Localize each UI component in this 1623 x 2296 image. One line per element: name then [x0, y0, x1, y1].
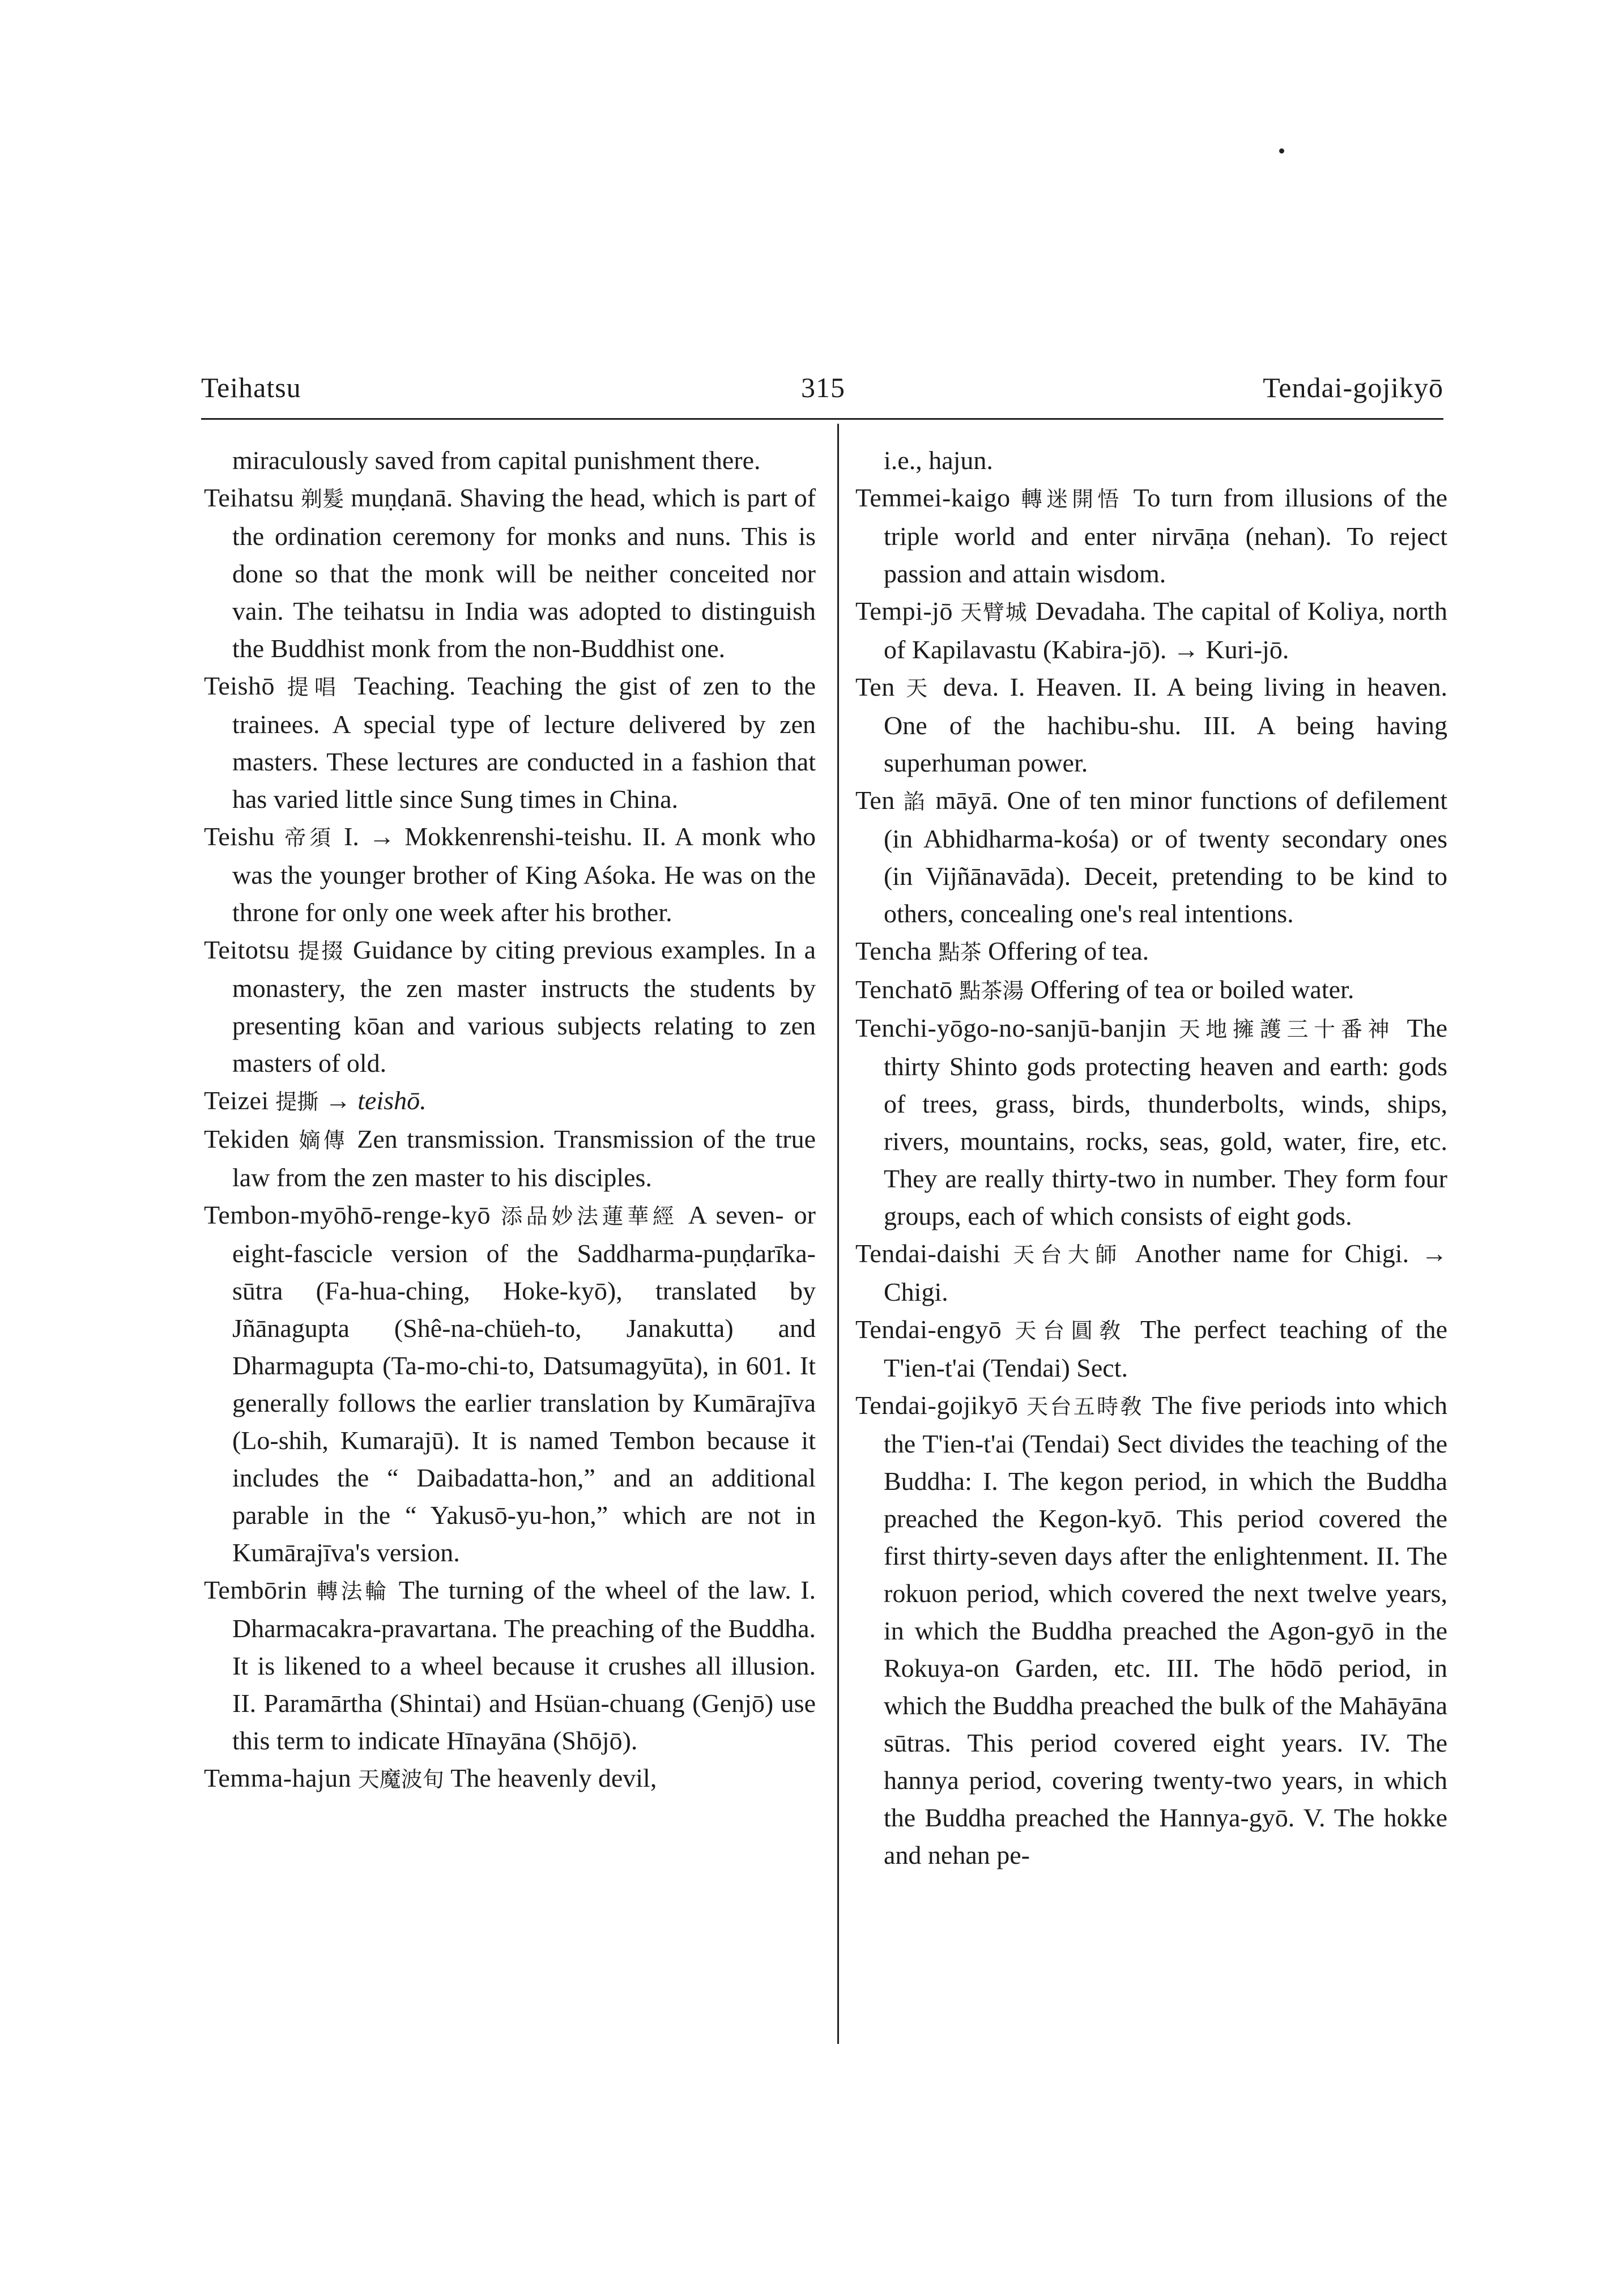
entry-cjk: 天台大師: [1013, 1242, 1123, 1267]
entry-definition: The thirty Shinto gods protecting heaven and earth: gods of trees, grass, birds, thunderbolts, winds, ships, rivers, mountains, rocks, seas, gold, water, fire, etc. They are really thirty-two in number. They form four groups, each of which consists of eight gods.: [884, 1013, 1448, 1230]
entry-cjk: 帝須: [284, 825, 334, 850]
entry-definition: Another name for Chigi. → Chigi.: [884, 1239, 1447, 1306]
entry-headword: Tekiden: [204, 1124, 290, 1153]
entry-definition: → teishō.: [325, 1086, 427, 1115]
dictionary-entry: [855, 668, 1447, 782]
dictionary-entry: [855, 1009, 1447, 1235]
continuation-text: miraculously saved from capital punishment there.: [232, 446, 761, 475]
entry-cjk: 天臂城: [960, 600, 1028, 625]
dictionary-entry: [204, 479, 816, 667]
entry-headword: Teizei: [204, 1086, 269, 1115]
column-divider: [837, 424, 839, 2044]
entry-definition: The five periods into which the T'ien-t'ai (Tendai) Sect divides the teaching of the Buddha: I. The kegon period, in which the Buddha preached the Kegon-kyō. This period covered the first thirty-seven days after the enlightenment. II. The rokuon period, which covered the next twelve years, in which the Buddha preached the Agon-gyō in the Rokuya-on Garden, etc. III. The hōdō period, in which the Buddha preached the bulk of the Mahāyāna sūtras. This period covered eight years. IV. The hannya period, covering twenty-two years, in which the Buddha preached the Hannya-gyō. V. The hokke and nehan pe-: [884, 1391, 1447, 1869]
entry-definition: Offering of tea.: [988, 936, 1149, 965]
entry-headword: Tembōrin: [204, 1575, 308, 1604]
entry-cjk: 諂: [903, 789, 927, 814]
entry-cjk: 嫡傳: [299, 1128, 348, 1153]
entry-definition: Offering of tea or boiled water.: [1030, 975, 1354, 1004]
entry-cjk: 轉迷開悟: [1021, 487, 1123, 512]
dictionary-entry: [855, 1311, 1447, 1387]
dictionary-entry: [855, 782, 1447, 932]
entry-headword: Teihatsu: [204, 483, 295, 512]
right-column: [855, 442, 1447, 1874]
entry-headword: Tendai-daishi: [855, 1239, 1001, 1268]
dictionary-entry: [855, 479, 1447, 593]
header-rule: [201, 418, 1443, 420]
entry-definition: To turn from illusions of the triple world and enter nirvāṇa (nehan). To reject passion and attain wisdom.: [884, 483, 1448, 588]
entry-definition: Devadaha. The capital of Koliya, north of Kapilavastu (Kabira-jō). → Kuri-jō.: [884, 597, 1448, 664]
header-first-headword: Teihatsu: [201, 372, 301, 403]
entry-headword: Tenchi-yōgo-no-sanjū-banjin: [855, 1013, 1167, 1042]
entry-cjk: 提掇: [298, 939, 345, 964]
entry-cjk: 天: [906, 676, 932, 701]
entry-cjk: 添品妙法蓮華經: [501, 1204, 678, 1229]
dictionary-entry: [204, 818, 816, 931]
entry-headword: Teishu: [204, 822, 275, 851]
dictionary-entry: [855, 593, 1447, 668]
continuation-text: i.e., hajun.: [884, 446, 993, 475]
entry-headword: Tendai-gojikyō: [855, 1391, 1019, 1420]
header-last-headword: Tendai-gojikyō: [1263, 372, 1443, 403]
entry-headword: Temma-hajun: [204, 1763, 352, 1792]
entry-cjk: 剃髮: [300, 487, 344, 512]
entry-headword: Temmei-kaigo: [855, 483, 1011, 512]
ink-speck: [1279, 148, 1284, 154]
entry-headword: Tenchatō: [855, 975, 953, 1004]
entry-definition: The heavenly devil,: [450, 1763, 657, 1792]
dictionary-entry: [204, 931, 816, 1082]
entry-cjk: 天台圓敎: [1015, 1318, 1127, 1343]
entry-cjk: 天台五時敎: [1026, 1394, 1144, 1419]
dictionary-entry: [855, 971, 1447, 1009]
running-header: [201, 371, 1443, 422]
page-number: 315: [801, 372, 845, 403]
dictionary-entry: [204, 1196, 816, 1571]
entry-headword: Ten: [855, 672, 895, 701]
entry-headword: Teishō: [204, 671, 275, 700]
entry-definition: Teaching. Teaching the gist of zen to the trainees. A special type of lecture delivered by zen masters. These lectures are conducted in a fashion that has varied little since Sung times in China.: [232, 671, 816, 813]
entry-cjk: 提撕: [275, 1089, 319, 1114]
dictionary-entry: [204, 1121, 816, 1196]
dictionary-entry: [204, 1082, 816, 1121]
entry-headword: Tempi-jō: [855, 597, 953, 625]
entry-definition: Zen transmission. Transmission of the true law from the zen master to his disciples.: [232, 1124, 816, 1192]
entry-definition: A seven- or eight-fascicle version of the Saddharma-puṇḍarīka-sūtra (Fa-hua-ching, Hoke-kyō), translated by Jñānagupta (Shê-na-chüeh-to, Janakutta) and Dharmagupta (Ta-mo-chi-to, Datsumagyūta), in 601. It generally follows the earlier translation by Kumārajīva (Lo-shih, Kumarajū). It is named Tembon because it includes the “ Daibadatta-hon,” and an additional parable in the “ Yakusō-yu-hon,” which are not in Kumārajīva's version.: [232, 1200, 816, 1567]
entry-headword: Tembon-myōhō-renge-kyō: [204, 1200, 491, 1229]
entry-headword: Tendai-engyō: [855, 1315, 1002, 1344]
entry-headword: Tencha: [855, 936, 932, 965]
dictionary-entry: [204, 1571, 816, 1760]
entry-cjk: 天魔波旬: [357, 1767, 444, 1792]
dictionary-entry: [204, 667, 816, 818]
dictionary-entry: [855, 1235, 1447, 1311]
entry-definition: deva. I. Heaven. II. A being living in heaven. One of the hachibu-shu. III. A being having superhuman power.: [884, 672, 1448, 777]
entry-cjk: 轉法輪: [316, 1579, 390, 1604]
dictionary-entry: [855, 1387, 1447, 1874]
entry-cjk: 提唱: [287, 675, 342, 700]
entry-definition: The perfect teaching of the T'ien-t'ai (Tendai) Sect.: [884, 1315, 1447, 1382]
left-column: [204, 442, 816, 1798]
entry-definition: māyā. One of ten minor functions of defilement (in Abhidharma-kośa) or of twenty secondary ones (in Vijñānavāda). Deceit, pretending to be kind to others, concealing one's real intentions.: [884, 786, 1447, 928]
entry-definition: muṇḍanā. Shaving the head, which is part of the ordination ceremony for monks and nuns. This is done so that the monk will be neither conceited nor vain. The teihatsu in India was adopted to distinguish the Buddhist monk from the non-Buddhist one.: [232, 483, 816, 663]
entry-definition: The turning of the wheel of the law. I. Dharmacakra-pravartana. The preaching of the Buddha. It is likened to a wheel because it crushes all illusion. II. Paramārtha (Shintai) and Hsüan-chuang (Genjō) use this term to indicate Hīnayāna (Shōjō).: [232, 1575, 816, 1755]
entry-cjk: 天地擁護三十番神: [1178, 1017, 1395, 1042]
dictionary-entry: [204, 1760, 816, 1798]
entry-headword: Ten: [855, 786, 895, 815]
entry-definition: Guidance by citing previous examples. In a monastery, the zen master instructs the students by presenting kōan and various subjects relating to zen masters of old.: [232, 935, 816, 1077]
entry-cjk: 點茶湯: [959, 978, 1024, 1003]
entry-definition: I. → Mokkenrenshi-teishu. II. A monk who was the younger brother of King Aśoka. He was on the throne for only one week after his brother.: [232, 822, 816, 927]
dictionary-entry: [855, 932, 1447, 971]
entry-cjk: 點茶: [938, 940, 982, 965]
entry-headword: Teitotsu: [204, 935, 290, 964]
